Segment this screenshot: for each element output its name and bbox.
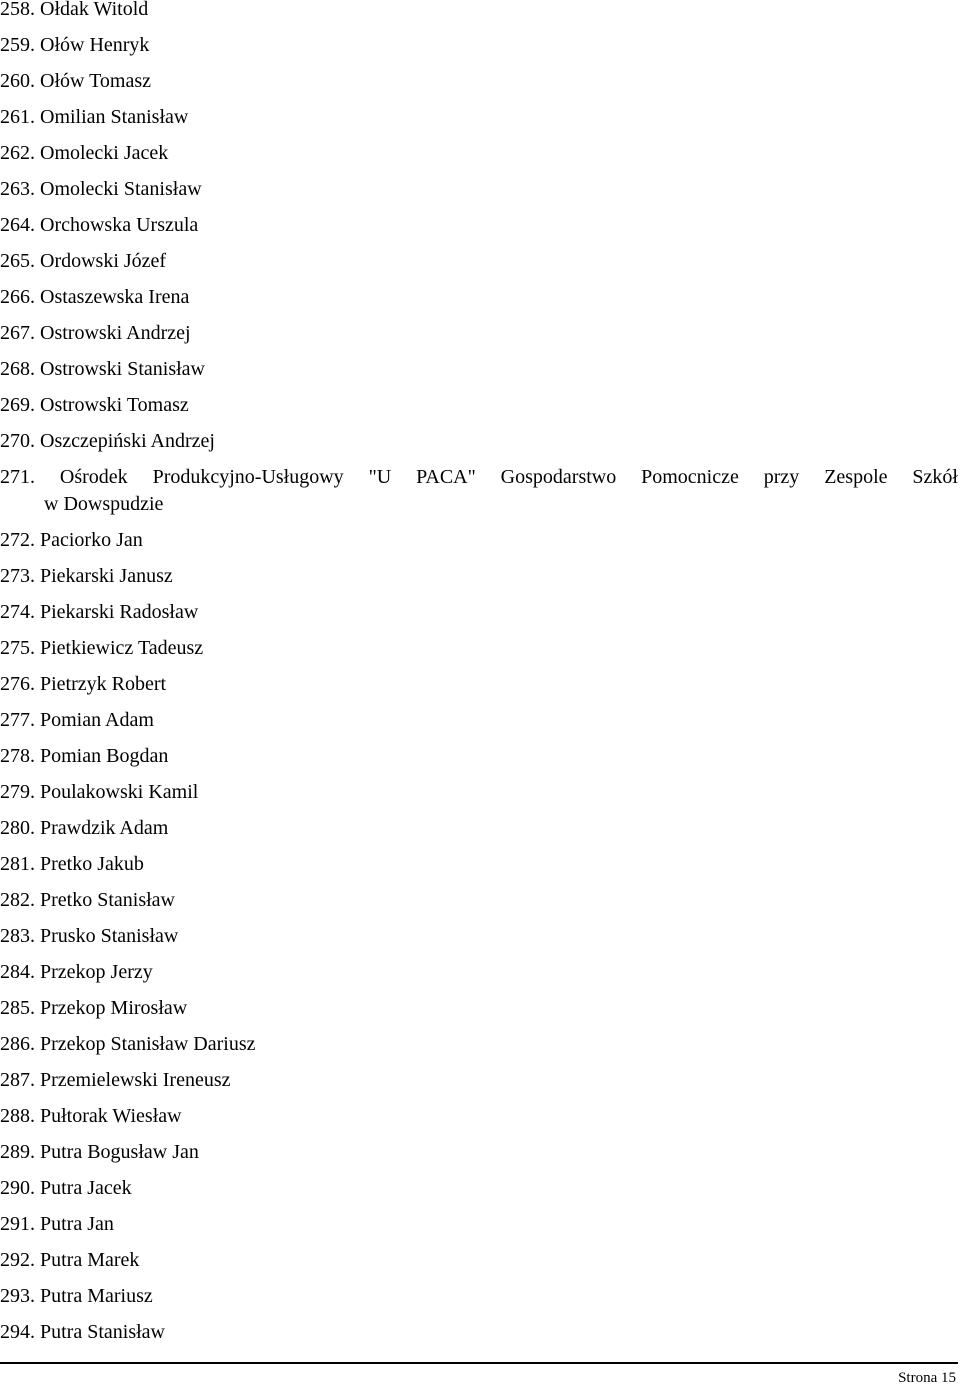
list-item: 265. Ordowski Józef [0, 250, 167, 272]
list-item: 273. Piekarski Janusz [0, 565, 173, 587]
list-item: 259. Ołów Henryk [0, 34, 150, 56]
list-item: 278. Pomian Bogdan [0, 745, 169, 767]
list-item: 267. Ostrowski Andrzej [0, 322, 191, 344]
list-item: 261. Omilian Stanisław [0, 106, 189, 128]
list-item: 270. Oszczepiński Andrzej [0, 430, 215, 452]
list-item-multiline [0, 459, 958, 522]
list-item: 266. Ostaszewska Irena [0, 286, 190, 308]
list-item: 268. Ostrowski Stanisław [0, 358, 205, 380]
list-item: 293. Putra Mariusz [0, 1285, 153, 1307]
list-item: 280. Prawdzik Adam [0, 817, 169, 839]
list-item: 274. Piekarski Radosław [0, 601, 199, 623]
list-item: 279. Poulakowski Kamil [0, 781, 199, 803]
page-number: Strona 15 [898, 1370, 956, 1386]
list-item: 291. Putra Jan [0, 1213, 114, 1235]
list-item: 282. Pretko Stanisław [0, 889, 175, 911]
list-item: 285. Przekop Mirosław [0, 997, 188, 1019]
list-item: 260. Ołów Tomasz [0, 70, 151, 92]
list-item: 277. Pomian Adam [0, 709, 154, 731]
list-item-line-2: w Dowspudzie [44, 493, 164, 515]
list-item: 283. Prusko Stanisław [0, 925, 179, 947]
list-item: 292. Putra Marek [0, 1249, 140, 1271]
list-item: 281. Pretko Jakub [0, 853, 144, 875]
list-item: 258. Ołdak Witold [0, 0, 149, 20]
list-item: 284. Przekop Jerzy [0, 961, 153, 983]
list-item: 263. Omolecki Stanisław [0, 178, 202, 200]
list-item-line-1: 271. Ośrodek Produkcyjno-Usługowy "U PACA" Gospodarstwo Pomocnicze przy Zespole Szkół [0, 466, 958, 488]
list-item: 262. Omolecki Jacek [0, 142, 169, 164]
list-item: 264. Orchowska Urszula [0, 214, 199, 236]
list-item: 286. Przekop Stanisław Dariusz [0, 1033, 256, 1055]
list-item: 289. Putra Bogusław Jan [0, 1141, 199, 1163]
list-item: 290. Putra Jacek [0, 1177, 132, 1199]
list-item: 275. Pietkiewicz Tadeusz [0, 637, 204, 659]
list-item: 272. Paciorko Jan [0, 529, 143, 551]
footer-divider [0, 1362, 958, 1364]
list-item: 288. Pułtorak Wiesław [0, 1105, 182, 1127]
list-item: 276. Pietrzyk Robert [0, 673, 167, 695]
list-item: 287. Przemielewski Ireneusz [0, 1069, 231, 1091]
list-item: 269. Ostrowski Tomasz [0, 394, 189, 416]
list-item: 294. Putra Stanisław [0, 1321, 165, 1343]
